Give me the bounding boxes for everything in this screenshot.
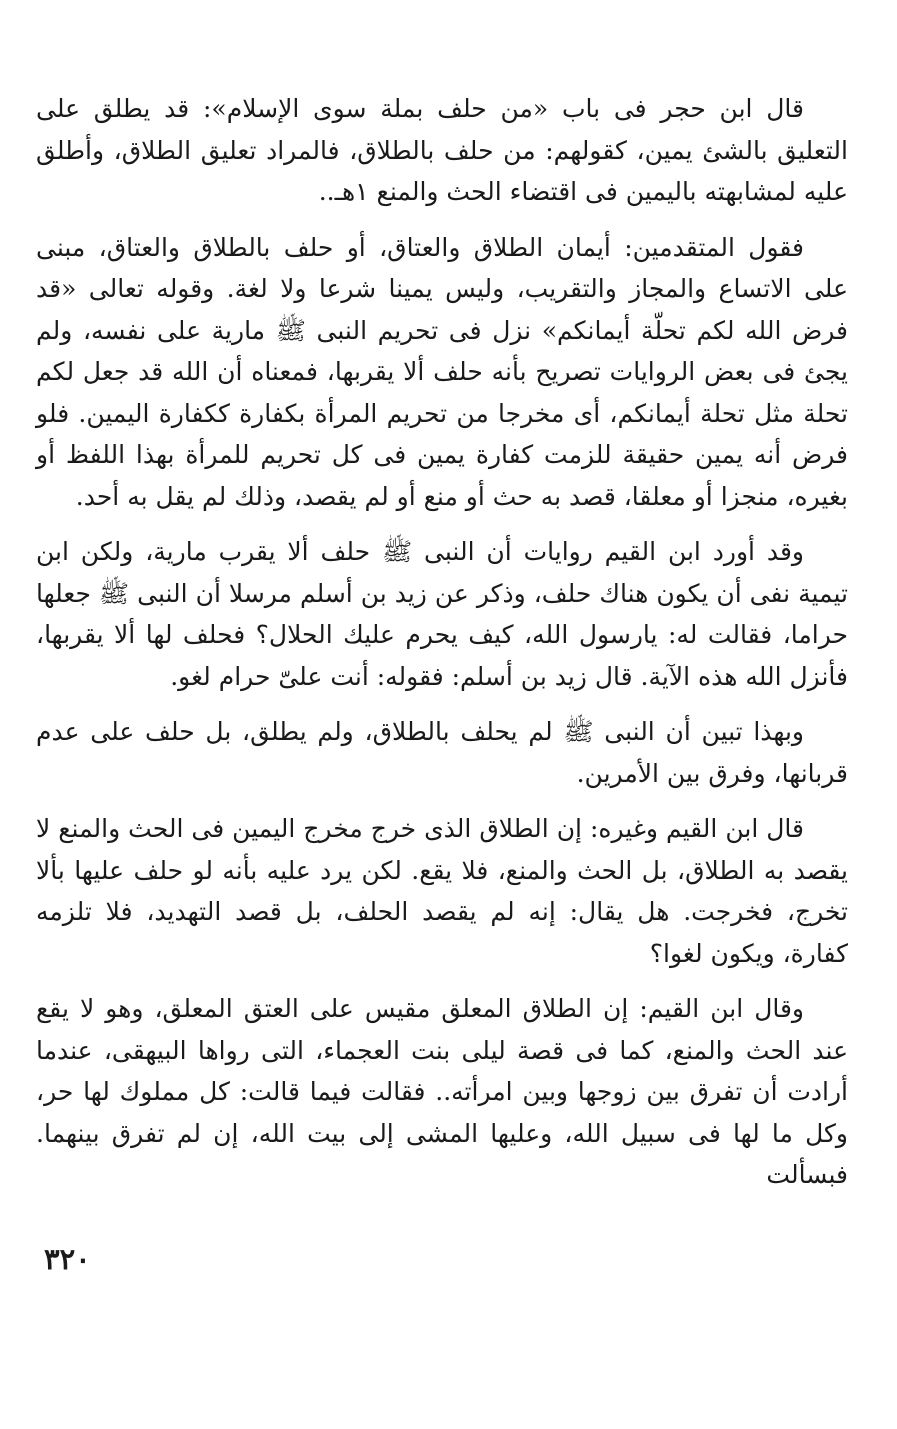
paragraph-talaq-muallaq: وقال ابن القيم: إن الطلاق المعلق مقيس على العتق المعلق، وهو لا يقع عند الحث والمنع، كما فى قصة ليلى بنت العجماء، التى رواها البيهقى، عندما أرادت أن تفرق بين زوجها وبين امرأته.. فقالت فيما قالت: كل مملوك لها حر، وكل ما لها فى سبيل الله، وعليها المشى إلى بيت الله، إن لم تفرق بينهما. فبسألت xyxy=(36,994,848,1189)
paragraph-tabayyun: وبهذا تبين أن النبى ﷺ لم يحلف بالطلاق، ولم يطلق، بل حلف على عدم قربانها، وفرق بين الأمرين. xyxy=(36,717,848,788)
page-number: ٣٢٠ xyxy=(44,1242,91,1276)
paragraph-mutaqaddimin: فقول المتقدمين: أيمان الطلاق والعتاق، أو حلف بالطلاق والعتاق، مبنى على الاتساع والمجاز والتقريب، وليس يمينا شرعا ولا لغة. وقوله تعالى «قد فرض الله لكم تحلّة أيمانكم» نزل فى تحريم النبى ﷺ مارية على نفسه، ولم يجئ فى بعض الروايات تصريح بأنه حلف ألا يقربها، فمعناه أن الله قد جعل لكم تحلة مثل تحلة أيمانكم، أى مخرجا من تحريم المرأة بكفارة ككفارة اليمين. فلو فرض أنه يمين حقيقة للزمت كفارة يمين فى كل تحريم للمرأة بهذا اللفظ أو بغيره، منجزا أو معلقا، قصد به حث أو منع أو لم يقصد، وذلك لم يقل به أحد. xyxy=(36,232,848,511)
paragraph-ibn-hajar: قال ابن حجر فى باب «من حلف بملة سوى الإسلام»: قد يطلق على التعليق بالشئ يمين، كقولهم: من حلف بالطلاق، فالمراد تعليق الطلاق، وأطلق عليه لمشابهته باليمين فى اقتضاء الحث والمنع ١هـ.. xyxy=(36,94,848,206)
paragraph-ibn-qayyim-riwayat: وقد أورد ابن القيم روايات أن النبى ﷺ حلف ألا يقرب مارية، ولكن ابن تيمية نفى أن يكون هناك حلف، وذكر عن زيد بن أسلم مرسلا أن النبى ﷺ جعلها حراما، فقالت له: يارسول الله، كيف يحرم عليك الحلال؟ فحلف لها ألا يقربها، فأنزل الله هذه الآية. قال زيد بن أسلم: فقوله: أنت علىّ حرام لغو. xyxy=(36,537,848,691)
page-body xyxy=(36,88,848,1210)
paragraph-hath-wal-man: قال ابن القيم وغيره: إن الطلاق الذى خرج مخرج اليمين فى الحث والمنع لا يقصد به الطلاق، بل الحث والمنع، فلا يقع. لكن يرد عليه بأنه لو حلف عليها بألا تخرج، فخرجت. هل يقال: إنه لم يقصد الحلف، بل قصد التهديد، فلا تلزمه كفارة، ويكون لغوا؟ xyxy=(36,814,848,968)
